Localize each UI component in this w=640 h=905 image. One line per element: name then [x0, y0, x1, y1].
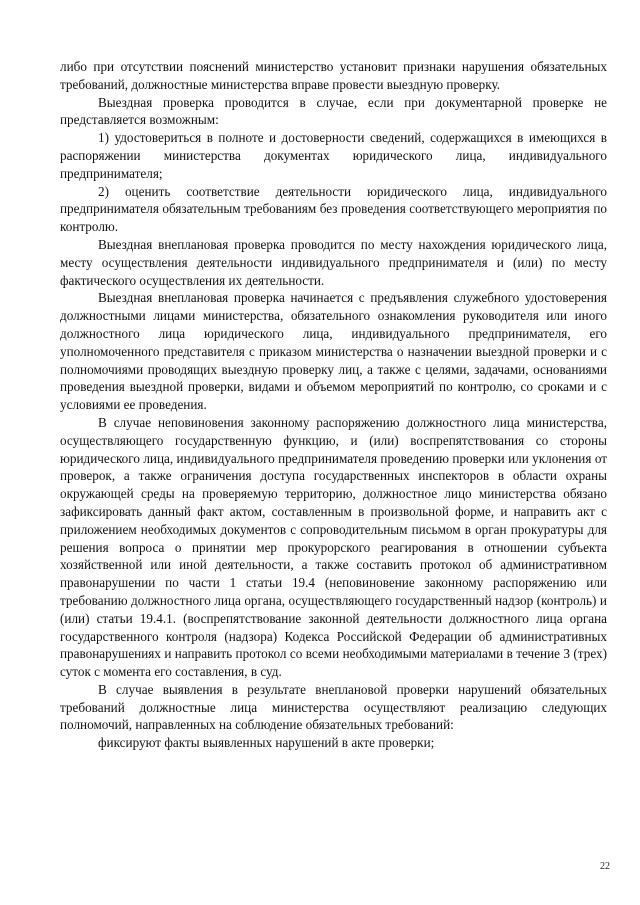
paragraph-field-inspection-intro: Выездная проверка проводится в случае, если при документарной проверке не представляется возможным:	[60, 94, 607, 128]
paragraph-continuation: либо при отсутствии пояснений министерство установит признаки нарушения обязательных требований, должностные министерства вправе провести выездную проверку.	[60, 59, 607, 92]
paragraph-disobedience: В случае неповиновения законному распоряжению должностного лица министерства, осуществляющего государственную функцию, и (или) воспрепятствования со стороны юридического лица, индивидуального предпринимателя проведению проверки или уклонения от проверок, а также ограничения доступа государственных инспекторов в области охраны окружающей среды на проверяемую территорию, должностное лицо министерства обязано зафиксировать данный факт актом, составленным в произвольной форме, и направить акт с приложением необходимых документов с сопроводительным письмом в орган прокуратуры для решения вопроса о принятии мер прокурорского реагирования в отношении субъекта хозяйственной или иной деятельности, а также составить протокол об административном правонарушении по части 1 статьи 19.4 (неповиновение законному распоряжению или требованию должностного лица органа, осуществляющего государственный надзор (контроль) и (или) статьи 19.4.1. (воспрепятствование законной деятельности должностного лица органа государственного контроля (надзора) Кодекса Российской Федерации об административных правонарушениях и направить протокол со всеми необходимыми материалами в течение 3 (трех) суток с момента его составления, в суд.	[60, 414, 607, 680]
document-page	[60, 58, 607, 752]
paragraph-record-violations: фиксируют факты выявленных нарушений в акте проверки;	[98, 735, 435, 751]
paragraph-violations-found: В случае выявления в результате внеплановой проверки нарушений обязательных требований должностные лица министерства осуществляют реализацию следующих полномочий, направленных на соблюдение обязательных требований:	[60, 681, 607, 733]
page-number: 22	[600, 861, 610, 872]
paragraph-item-1: 1) удостовериться в полноте и достоверности сведений, содержащихся в имеющихся в распоряжении министерства документах юридического лица, индивидуального предпринимателя;	[60, 130, 607, 181]
paragraph-inspection-start: Выездная внеплановая проверка начинается с предъявления служебного удостоверения должностными лицами министерства, обязательного ознакомления руководителя или иного должностного лица юридического лица, индивидуального предпринимателя, его уполномоченного представителя с приказом министерства о назначении выездной проверки и с полномочиями проводящих выездную проверку лиц, а также с целями, задачами, основаниями проведения выездной проверки, видами и объемом мероприятий по контролю, со сроками и с условиями ее проведения.	[60, 290, 607, 413]
paragraph-item-2: 2) оценить соответствие деятельности юридического лица, индивидуального предпринимателя обязательным требованиям без проведения соответствующего мероприятия по контролю.	[60, 183, 607, 235]
paragraph-inspection-location: Выездная внеплановая проверка проводится по месту нахождения юридического лица, месту осуществления деятельности индивидуального предпринимателя и (или) по месту фактического осуществления их деятельности.	[60, 236, 607, 288]
